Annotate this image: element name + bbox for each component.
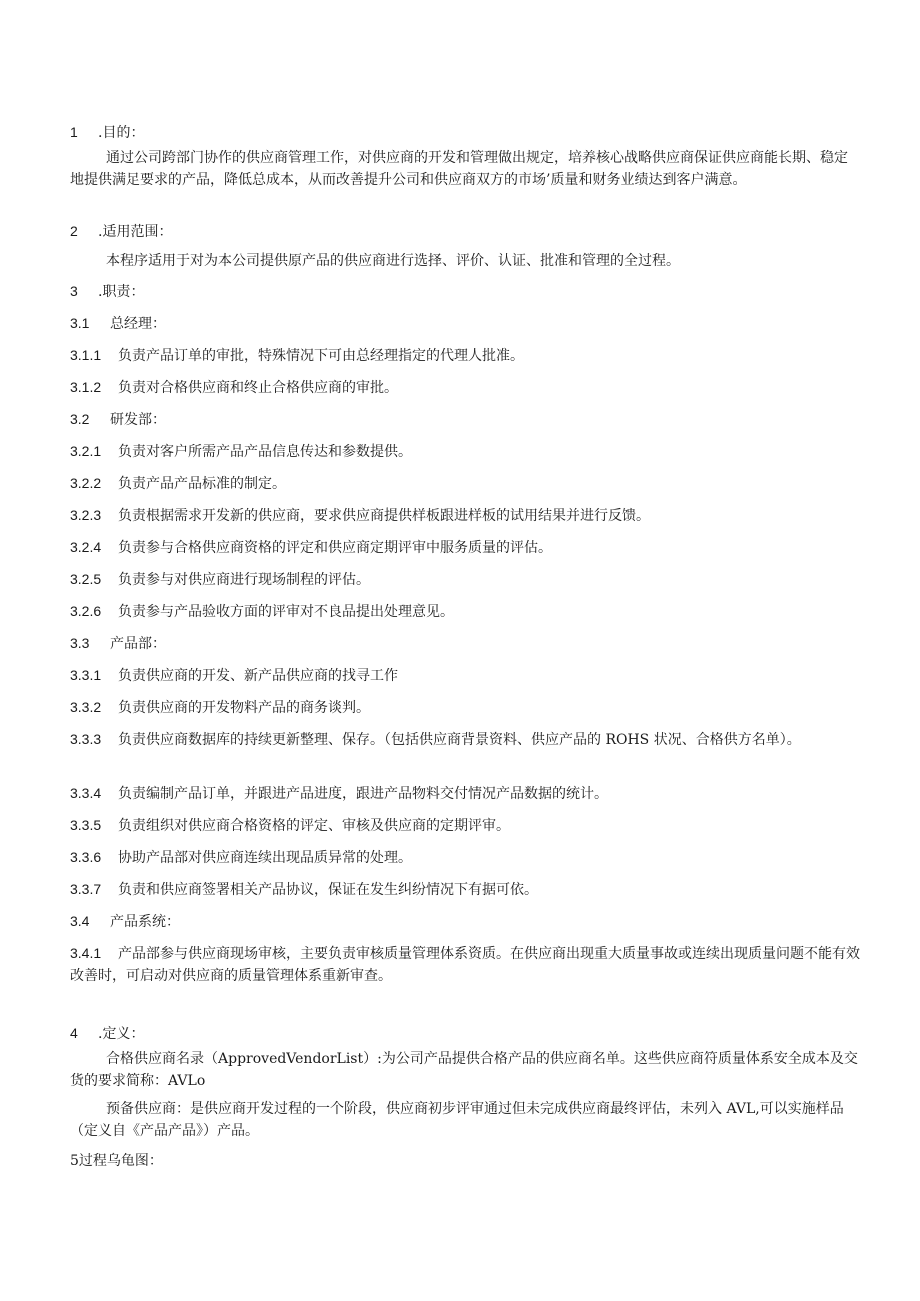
item-text: 负责对客户所需产品产品信息传达和参数提供。: [118, 444, 412, 460]
item-3-1-2: [70, 376, 398, 399]
item-3-3-7: [70, 878, 538, 901]
section-number: 1: [70, 124, 78, 140]
item-3-2: [70, 408, 166, 431]
item-text: 负责组织对供应商合格资格的评定、审核及供应商的定期评审。: [118, 818, 510, 834]
item-text: 产品部：: [110, 636, 166, 652]
item-3-3-2: [70, 696, 370, 719]
item-text: 负责参与合格供应商资格的评定和供应商定期评审中服务质量的评估。: [118, 540, 552, 556]
item-3-3-1: [70, 664, 398, 687]
section-1-body: 通过公司跨部门协作的供应商管理工作，对供应商的开发和管理做出规定，培养核心战略供应商保证供应商能长期、稳定地提供满足要求的产品，降低总成本，从而改善提升公司和供应商双方的市场’质量和财务业绩达到客户满意。: [70, 150, 848, 188]
item-3-2-5: [70, 568, 370, 591]
section-number: 4: [70, 1025, 78, 1041]
section-2-body: 本程序适用于对为本公司提供原产品的供应商进行选择、评价、认证、批准和管理的全过程。: [106, 253, 680, 269]
section-title: .目的：: [98, 125, 145, 141]
section-number: 3: [70, 283, 78, 299]
section-4-paragraph-1: 合格供应商名录（ApprovedVendorList）:为公司产品提供合格产品的供应商名单。这些供应商符质量体系安全成本及交货的要求简称：AVLo: [70, 1051, 858, 1089]
item-3-2-1: [70, 440, 412, 463]
item-text: 负责参与产品验收方面的评审对不良品提出处理意见。: [118, 604, 454, 620]
item-3-3-6: [70, 846, 412, 869]
section-title: .职责：: [98, 284, 145, 300]
item-3-1-1: [70, 344, 524, 367]
item-text: 负责产品产品标准的制定。: [118, 476, 286, 492]
item-number: 3.3.3: [70, 731, 102, 747]
item-text: 负责供应商的开发、新产品供应商的找寻工作: [118, 668, 398, 684]
item-text: 研发部：: [110, 412, 166, 428]
item-number: 3.2.5: [70, 571, 102, 587]
item-text: 产品部参与供应商现场审核，主要负责审核质量管理体系资质。在供应商出现重大质量事故或连续出现质量问题不能有效改善时，可启动对供应商的质量管理体系重新审查。: [70, 946, 860, 984]
section-2-heading: [70, 220, 172, 243]
item-number: 3.4.1: [70, 945, 102, 961]
item-text: 负责供应商的开发物料产品的商务谈判。: [118, 700, 370, 716]
item-number: 3.4: [70, 913, 90, 929]
item-3-3: [70, 632, 166, 655]
item-3-3-3: [70, 728, 860, 751]
item-3-4-1: [70, 942, 860, 987]
section-1-heading: [70, 121, 144, 144]
item-3-2-3: [70, 504, 650, 527]
item-number: 3.1.1: [70, 347, 102, 363]
section-4-heading: [70, 1022, 144, 1045]
item-text: 负责根据需求开发新的供应商，要求供应商提供样板跟进样板的试用结果并进行反馈。: [118, 508, 650, 524]
section-4-paragraph-2: 预备供应商：是供应商开发过程的一个阶段，供应商初步评审通过但未完成供应商最终评估，未列入 AVL,可以实施样品（定义自《产品产品》）产品。: [70, 1101, 844, 1139]
section-3-heading: [70, 280, 144, 303]
item-3-3-4: [70, 782, 608, 805]
item-number: 3.3.1: [70, 667, 102, 683]
section-title: .定义：: [98, 1026, 145, 1042]
item-text: 负责和供应商签署相关产品协议，保证在发生纠纷情况下有据可依。: [118, 882, 538, 898]
item-text: 协助产品部对供应商连续出现品质异常的处理。: [118, 850, 412, 866]
item-number: 3.3: [70, 635, 90, 651]
item-number: 3.2.3: [70, 507, 102, 523]
section-title: .适用范围：: [98, 224, 173, 240]
item-number: 3.1: [70, 315, 90, 331]
item-text: 负责参与对供应商进行现场制程的评估。: [118, 572, 370, 588]
item-text: 负责编制产品订单，并跟进产品进度，跟进产品物料交付情况产品数据的统计。: [118, 786, 608, 802]
section-number: 2: [70, 223, 78, 239]
item-number: 3.2.4: [70, 539, 102, 555]
item-text: 总经理：: [110, 316, 166, 332]
item-text: 负责供应商数据库的持续更新整理、保存。（包括供应商背景资料、供应产品的 ROHS 状况、合格供方名单）。: [118, 732, 801, 748]
item-number: 3.3.4: [70, 785, 102, 801]
item-text: 产品系统：: [110, 914, 180, 930]
item-3-2-4: [70, 536, 552, 559]
item-3-4: [70, 910, 180, 933]
section-5-heading: 5过程乌龟图：: [70, 1153, 163, 1169]
item-number: 3.1.2: [70, 379, 102, 395]
item-number: 3.3.7: [70, 881, 102, 897]
item-3-3-5: [70, 814, 510, 837]
item-3-2-2: [70, 472, 286, 495]
item-number: 3.2.6: [70, 603, 102, 619]
item-number: 3.3.6: [70, 849, 102, 865]
item-text: 负责对合格供应商和终止合格供应商的审批。: [118, 380, 398, 396]
item-3-2-6: [70, 600, 454, 623]
item-number: 3.3.2: [70, 699, 102, 715]
item-number: 3.2.2: [70, 475, 102, 491]
item-text: 负责产品订单的审批，特殊情况下可由总经理指定的代理人批准。: [118, 348, 524, 364]
item-number: 3.2: [70, 411, 90, 427]
item-number: 3.2.1: [70, 443, 102, 459]
item-number: 3.3.5: [70, 817, 102, 833]
item-3-1: [70, 312, 166, 335]
